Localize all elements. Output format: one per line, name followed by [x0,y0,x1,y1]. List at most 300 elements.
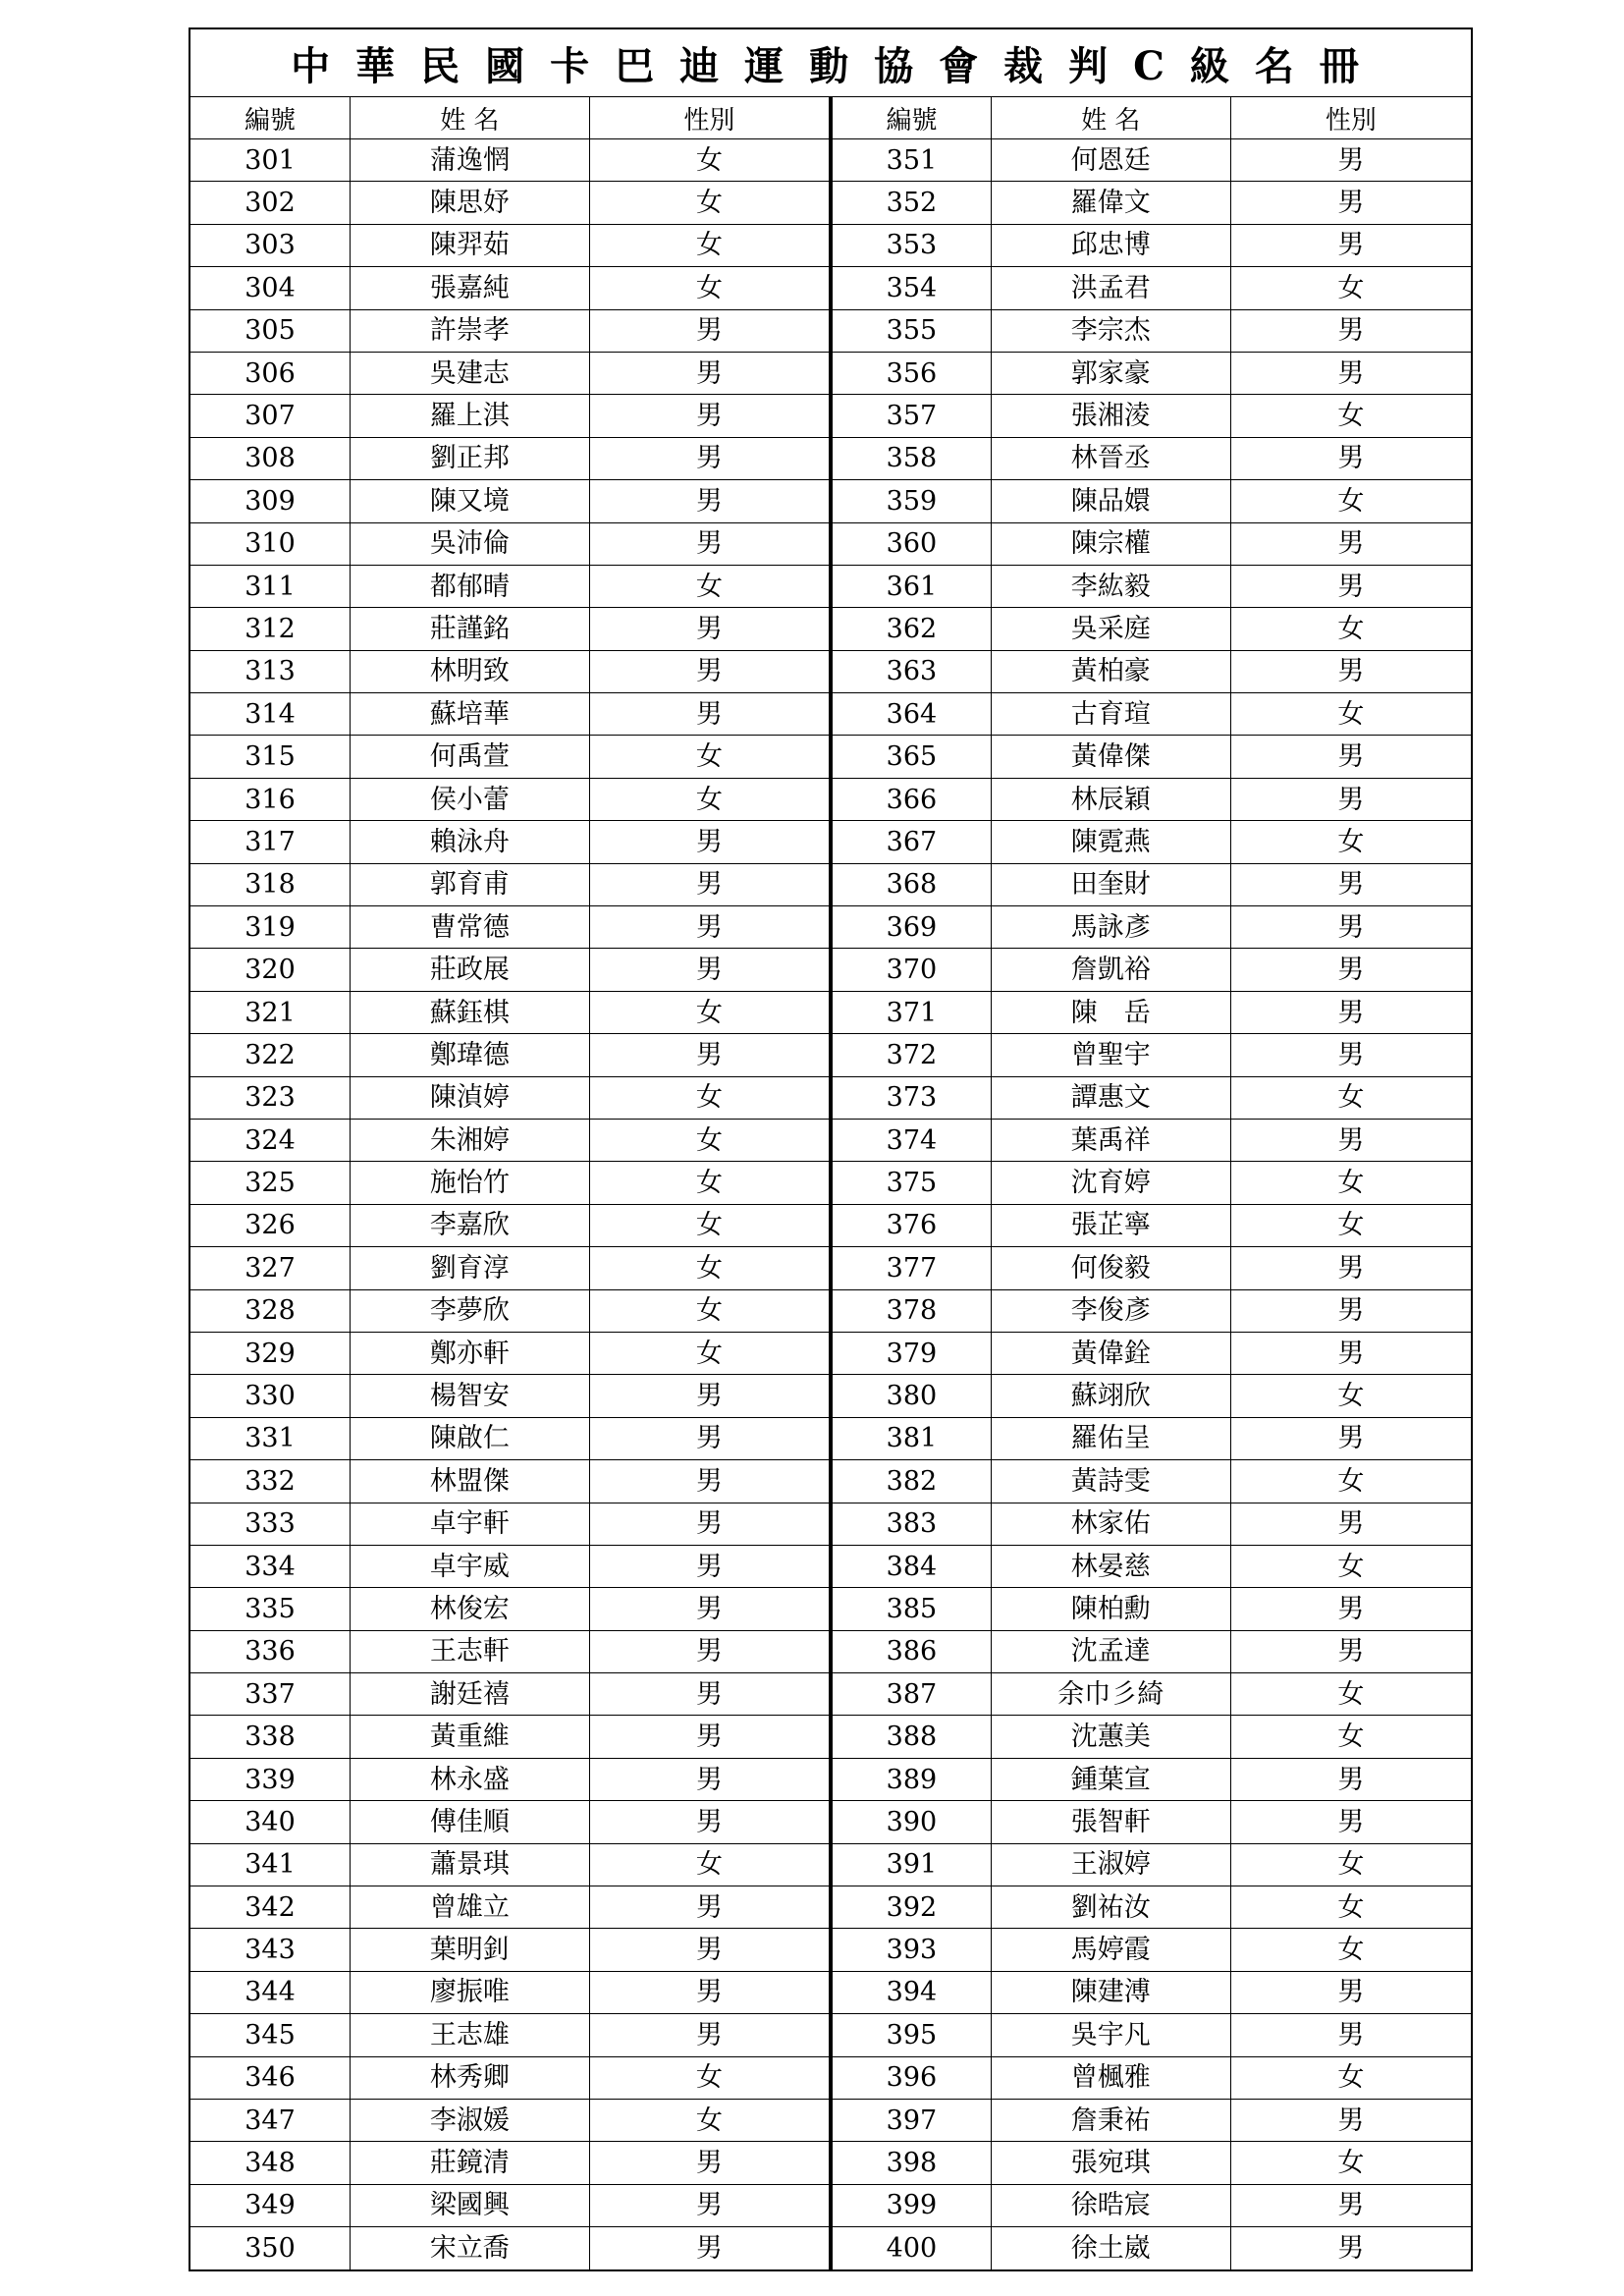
cell-gender-left: 男 [589,1545,831,1587]
cell-name-right: 吳采庭 [991,608,1230,650]
cell-name-right: 陳霓燕 [991,821,1230,863]
cell-name-left: 郭育甫 [350,863,589,905]
cell-id-left: 305 [189,309,350,352]
cell-id-right: 361 [831,565,991,607]
cell-name-right: 何俊毅 [991,1247,1230,1289]
cell-id-left: 328 [189,1289,350,1332]
cell-name-left: 李嘉欣 [350,1204,589,1246]
cell-id-right: 367 [831,821,991,863]
cell-id-left: 346 [189,2056,350,2099]
cell-name-left: 羅上淇 [350,395,589,437]
cell-gender-left: 男 [589,352,831,394]
table-row [189,309,1472,352]
cell-gender-right: 女 [1230,1545,1472,1587]
cell-id-right: 379 [831,1332,991,1374]
cell-gender-left: 男 [589,1971,831,2013]
table-row [189,139,1472,182]
cell-gender-left: 女 [589,2099,831,2141]
cell-gender-right: 男 [1230,991,1472,1033]
cell-gender-left: 男 [589,1801,831,1843]
cell-name-left: 曾雄立 [350,1886,589,1929]
cell-gender-right: 男 [1230,1971,1472,2013]
cell-id-right: 364 [831,693,991,736]
table-row [189,1929,1472,1971]
cell-name-left: 施怡竹 [350,1162,589,1204]
cell-id-right: 370 [831,949,991,991]
cell-id-left: 340 [189,1801,350,1843]
cell-name-right: 曾聖宇 [991,1034,1230,1076]
cell-gender-right: 女 [1230,395,1472,437]
header-gender-right: 性別 [1230,97,1472,139]
cell-name-right: 張芷寧 [991,1204,1230,1246]
cell-gender-right: 男 [1230,1503,1472,1545]
table-row [189,906,1472,949]
cell-name-right: 張宛琪 [991,2142,1230,2184]
cell-gender-left: 男 [589,1716,831,1758]
table-row [189,565,1472,607]
cell-name-right: 何恩廷 [991,139,1230,182]
cell-id-right: 395 [831,2014,991,2056]
cell-id-right: 353 [831,224,991,266]
table-row [189,693,1472,736]
table-row [189,1673,1472,1716]
table-row [189,437,1472,479]
table-row [189,608,1472,650]
cell-gender-right: 男 [1230,2014,1472,2056]
cell-name-right: 詹秉祐 [991,2099,1230,2141]
cell-name-right: 沈育婷 [991,1162,1230,1204]
cell-name-left: 陳又境 [350,480,589,522]
cell-gender-right: 男 [1230,650,1472,692]
cell-gender-left: 男 [589,1929,831,1971]
cell-id-right: 354 [831,267,991,309]
cell-gender-left: 男 [589,1673,831,1716]
cell-id-right: 365 [831,736,991,778]
cell-gender-left: 女 [589,1289,831,1332]
cell-id-right: 378 [831,1289,991,1332]
cell-name-right: 余巾彡綺 [991,1673,1230,1716]
cell-gender-left: 男 [589,1034,831,1076]
header-id-right: 編號 [831,97,991,139]
cell-gender-left: 男 [589,863,831,905]
table-row [189,395,1472,437]
cell-gender-right: 男 [1230,778,1472,820]
cell-id-right: 359 [831,480,991,522]
cell-name-left: 許崇孝 [350,309,589,352]
cell-id-right: 363 [831,650,991,692]
cell-name-right: 洪孟君 [991,267,1230,309]
cell-id-right: 384 [831,1545,991,1587]
cell-gender-right: 男 [1230,1119,1472,1161]
table-row [189,1034,1472,1076]
cell-id-left: 312 [189,608,350,650]
cell-gender-left: 男 [589,1460,831,1503]
cell-name-right: 黃偉銓 [991,1332,1230,1374]
cell-name-right: 黃詩雯 [991,1460,1230,1503]
cell-name-right: 王淑婷 [991,1843,1230,1886]
cell-name-right: 吳宇凡 [991,2014,1230,2056]
cell-gender-right: 男 [1230,2227,1472,2270]
cell-name-left: 何禹萱 [350,736,589,778]
cell-name-left: 吳建志 [350,352,589,394]
cell-gender-right: 男 [1230,1630,1472,1672]
cell-gender-right: 女 [1230,1162,1472,1204]
cell-name-right: 張智軒 [991,1801,1230,1843]
cell-gender-left: 男 [589,608,831,650]
cell-name-right: 羅佑呈 [991,1417,1230,1459]
cell-id-left: 319 [189,906,350,949]
cell-id-right: 371 [831,991,991,1033]
cell-name-left: 蕭景琪 [350,1843,589,1886]
cell-id-right: 383 [831,1503,991,1545]
cell-id-right: 385 [831,1588,991,1630]
cell-name-left: 鄭亦軒 [350,1332,589,1374]
cell-id-right: 396 [831,2056,991,2099]
cell-id-left: 321 [189,991,350,1033]
cell-name-left: 朱湘婷 [350,1119,589,1161]
cell-gender-left: 男 [589,949,831,991]
cell-name-left: 侯小蕾 [350,778,589,820]
cell-id-right: 373 [831,1076,991,1119]
cell-gender-right: 男 [1230,437,1472,479]
cell-gender-left: 女 [589,736,831,778]
cell-name-right: 李俊彥 [991,1289,1230,1332]
cell-id-left: 350 [189,2227,350,2270]
cell-gender-right: 女 [1230,1460,1472,1503]
cell-id-right: 388 [831,1716,991,1758]
cell-id-right: 357 [831,395,991,437]
cell-name-right: 徐晧宸 [991,2184,1230,2226]
cell-id-left: 315 [189,736,350,778]
cell-gender-left: 男 [589,2142,831,2184]
cell-gender-right: 男 [1230,309,1472,352]
cell-id-left: 325 [189,1162,350,1204]
table-row [189,1886,1472,1929]
table-row [189,1843,1472,1886]
cell-id-right: 387 [831,1673,991,1716]
cell-gender-left: 女 [589,1162,831,1204]
cell-id-left: 303 [189,224,350,266]
cell-id-right: 389 [831,1758,991,1800]
cell-gender-right: 男 [1230,1417,1472,1459]
cell-gender-right: 男 [1230,1332,1472,1374]
cell-name-left: 林秀卿 [350,2056,589,2099]
cell-id-right: 380 [831,1375,991,1417]
cell-gender-right: 男 [1230,565,1472,607]
cell-name-right: 詹凱裕 [991,949,1230,991]
table-row [189,1971,1472,2013]
cell-gender-right: 男 [1230,1034,1472,1076]
cell-id-left: 320 [189,949,350,991]
cell-name-right: 葉禹祥 [991,1119,1230,1161]
column-header-row [189,97,1472,139]
cell-name-left: 林俊宏 [350,1588,589,1630]
cell-name-left: 王志雄 [350,2014,589,2056]
cell-id-right: 394 [831,1971,991,2013]
cell-id-left: 345 [189,2014,350,2056]
cell-id-left: 347 [189,2099,350,2141]
cell-name-right: 古育瑄 [991,693,1230,736]
cell-id-left: 336 [189,1630,350,1672]
cell-name-right: 林家佑 [991,1503,1230,1545]
cell-id-left: 338 [189,1716,350,1758]
cell-name-left: 都郁晴 [350,565,589,607]
cell-gender-left: 男 [589,1417,831,1459]
cell-id-right: 372 [831,1034,991,1076]
cell-gender-right: 男 [1230,352,1472,394]
cell-gender-left: 女 [589,224,831,266]
table-row [189,949,1472,991]
cell-gender-left: 男 [589,650,831,692]
cell-name-right: 陳宗權 [991,522,1230,565]
cell-gender-right: 男 [1230,1289,1472,1332]
cell-name-left: 林盟傑 [350,1460,589,1503]
cell-id-right: 399 [831,2184,991,2226]
cell-gender-left: 男 [589,1503,831,1545]
cell-id-left: 337 [189,1673,350,1716]
cell-id-left: 343 [189,1929,350,1971]
cell-gender-left: 女 [589,182,831,224]
cell-id-right: 381 [831,1417,991,1459]
cell-gender-left: 男 [589,693,831,736]
cell-id-right: 377 [831,1247,991,1289]
cell-name-right: 沈蕙美 [991,1716,1230,1758]
cell-name-left: 賴泳舟 [350,821,589,863]
cell-gender-right: 女 [1230,821,1472,863]
cell-id-right: 376 [831,1204,991,1246]
cell-name-right: 張湘淩 [991,395,1230,437]
cell-gender-left: 女 [589,1204,831,1246]
table-row [189,1716,1472,1758]
cell-name-left: 廖振唯 [350,1971,589,2013]
cell-gender-right: 男 [1230,1758,1472,1800]
cell-gender-right: 女 [1230,1843,1472,1886]
cell-id-left: 311 [189,565,350,607]
cell-id-right: 382 [831,1460,991,1503]
cell-gender-right: 女 [1230,1375,1472,1417]
table-row [189,480,1472,522]
cell-id-left: 335 [189,1588,350,1630]
cell-name-left: 林明致 [350,650,589,692]
cell-name-right: 陳柏勳 [991,1588,1230,1630]
cell-gender-left: 女 [589,1076,831,1119]
table-row [189,2142,1472,2184]
cell-gender-right: 男 [1230,1247,1472,1289]
table-row [189,267,1472,309]
table-row [189,2099,1472,2141]
cell-name-left: 莊政展 [350,949,589,991]
cell-id-right: 368 [831,863,991,905]
cell-gender-left: 男 [589,906,831,949]
table-row [189,2014,1472,2056]
cell-name-right: 黃偉傑 [991,736,1230,778]
cell-id-right: 362 [831,608,991,650]
cell-name-left: 李夢欣 [350,1289,589,1332]
cell-name-right: 陳建溥 [991,1971,1230,2013]
header-id-left: 編號 [189,97,350,139]
cell-name-left: 劉育淳 [350,1247,589,1289]
table-row [189,991,1472,1033]
cell-gender-left: 男 [589,821,831,863]
cell-name-left: 陳啟仁 [350,1417,589,1459]
cell-name-right: 田奎財 [991,863,1230,905]
cell-id-left: 304 [189,267,350,309]
cell-gender-right: 男 [1230,2184,1472,2226]
cell-gender-left: 女 [589,1332,831,1374]
table-row [189,1247,1472,1289]
cell-id-left: 331 [189,1417,350,1459]
cell-name-left: 吳沛倫 [350,522,589,565]
table-row [189,1119,1472,1161]
cell-gender-right: 女 [1230,2142,1472,2184]
cell-gender-right: 女 [1230,1204,1472,1246]
table-row [189,778,1472,820]
cell-name-left: 林永盛 [350,1758,589,1800]
cell-id-right: 391 [831,1843,991,1886]
cell-id-left: 344 [189,1971,350,2013]
cell-name-right: 曾楓雅 [991,2056,1230,2099]
roster-body [189,139,1472,2270]
cell-gender-left: 女 [589,991,831,1033]
cell-id-left: 318 [189,863,350,905]
cell-name-left: 梁國興 [350,2184,589,2226]
cell-gender-right: 男 [1230,949,1472,991]
table-row [189,1289,1472,1332]
cell-name-left: 鄭瑋德 [350,1034,589,1076]
cell-id-left: 301 [189,139,350,182]
cell-name-left: 宋立喬 [350,2227,589,2270]
cell-id-right: 360 [831,522,991,565]
cell-gender-left: 男 [589,2014,831,2056]
cell-id-left: 349 [189,2184,350,2226]
cell-gender-left: 女 [589,267,831,309]
cell-name-left: 曹常德 [350,906,589,949]
cell-name-left: 王志軒 [350,1630,589,1672]
header-gender-left: 性別 [589,97,831,139]
cell-name-right: 徐土崴 [991,2227,1230,2270]
cell-gender-right: 女 [1230,1673,1472,1716]
cell-id-right: 393 [831,1929,991,1971]
cell-gender-right: 男 [1230,863,1472,905]
cell-gender-left: 男 [589,437,831,479]
cell-name-right: 沈孟達 [991,1630,1230,1672]
cell-gender-right: 男 [1230,522,1472,565]
cell-gender-right: 女 [1230,1076,1472,1119]
table-row [189,1375,1472,1417]
cell-id-left: 323 [189,1076,350,1119]
cell-gender-left: 女 [589,2056,831,2099]
cell-name-right: 蘇翊欣 [991,1375,1230,1417]
cell-id-left: 302 [189,182,350,224]
cell-id-left: 339 [189,1758,350,1800]
cell-gender-left: 男 [589,522,831,565]
cell-name-right: 邱忠博 [991,224,1230,266]
cell-id-right: 392 [831,1886,991,1929]
cell-gender-left: 女 [589,1247,831,1289]
cell-name-right: 李宗杰 [991,309,1230,352]
cell-id-left: 313 [189,650,350,692]
cell-gender-right: 男 [1230,182,1472,224]
cell-gender-right: 男 [1230,139,1472,182]
cell-gender-right: 女 [1230,2056,1472,2099]
title-row [189,28,1472,97]
cell-id-left: 333 [189,1503,350,1545]
table-row [189,182,1472,224]
cell-name-right: 鍾葉宣 [991,1758,1230,1800]
cell-gender-right: 男 [1230,1588,1472,1630]
cell-name-right: 羅偉文 [991,182,1230,224]
cell-name-left: 莊鏡清 [350,2142,589,2184]
cell-id-left: 327 [189,1247,350,1289]
cell-gender-right: 女 [1230,608,1472,650]
cell-id-right: 351 [831,139,991,182]
cell-name-right: 陳 岳 [991,991,1230,1033]
cell-id-right: 369 [831,906,991,949]
cell-id-left: 341 [189,1843,350,1886]
cell-id-left: 332 [189,1460,350,1503]
table-row [189,1204,1472,1246]
header-name-left: 姓 名 [350,97,589,139]
cell-name-left: 陳思妤 [350,182,589,224]
cell-name-right: 李紘毅 [991,565,1230,607]
cell-name-right: 劉祐汝 [991,1886,1230,1929]
cell-name-left: 李淑媛 [350,2099,589,2141]
table-row [189,736,1472,778]
cell-gender-left: 男 [589,2227,831,2270]
cell-id-right: 398 [831,2142,991,2184]
cell-gender-left: 男 [589,1630,831,1672]
cell-gender-left: 男 [589,395,831,437]
cell-id-right: 390 [831,1801,991,1843]
cell-id-left: 310 [189,522,350,565]
cell-name-right: 馬婷霞 [991,1929,1230,1971]
table-row [189,1588,1472,1630]
cell-gender-right: 女 [1230,1716,1472,1758]
table-row [189,1417,1472,1459]
cell-id-left: 308 [189,437,350,479]
table-row [189,1545,1472,1587]
cell-gender-left: 男 [589,2184,831,2226]
cell-gender-right: 女 [1230,1886,1472,1929]
cell-id-left: 316 [189,778,350,820]
cell-gender-left: 女 [589,778,831,820]
cell-name-left: 蘇培華 [350,693,589,736]
cell-gender-left: 男 [589,309,831,352]
table-row [189,1758,1472,1800]
table-row [189,863,1472,905]
cell-name-right: 陳品嬛 [991,480,1230,522]
cell-id-right: 397 [831,2099,991,2141]
cell-gender-left: 男 [589,1886,831,1929]
cell-id-right: 358 [831,437,991,479]
cell-gender-right: 男 [1230,1801,1472,1843]
cell-name-left: 葉明釗 [350,1929,589,1971]
cell-gender-left: 男 [589,1758,831,1800]
table-row [189,1630,1472,1672]
cell-name-left: 傅佳順 [350,1801,589,1843]
cell-name-left: 陳羿茹 [350,224,589,266]
cell-gender-right: 男 [1230,2099,1472,2141]
table-row [189,821,1472,863]
cell-gender-left: 男 [589,1375,831,1417]
cell-gender-left: 男 [589,1588,831,1630]
cell-id-right: 400 [831,2227,991,2270]
cell-name-left: 張嘉純 [350,267,589,309]
cell-name-right: 馬詠彥 [991,906,1230,949]
table-row [189,1076,1472,1119]
cell-gender-right: 男 [1230,736,1472,778]
table-row [189,522,1472,565]
